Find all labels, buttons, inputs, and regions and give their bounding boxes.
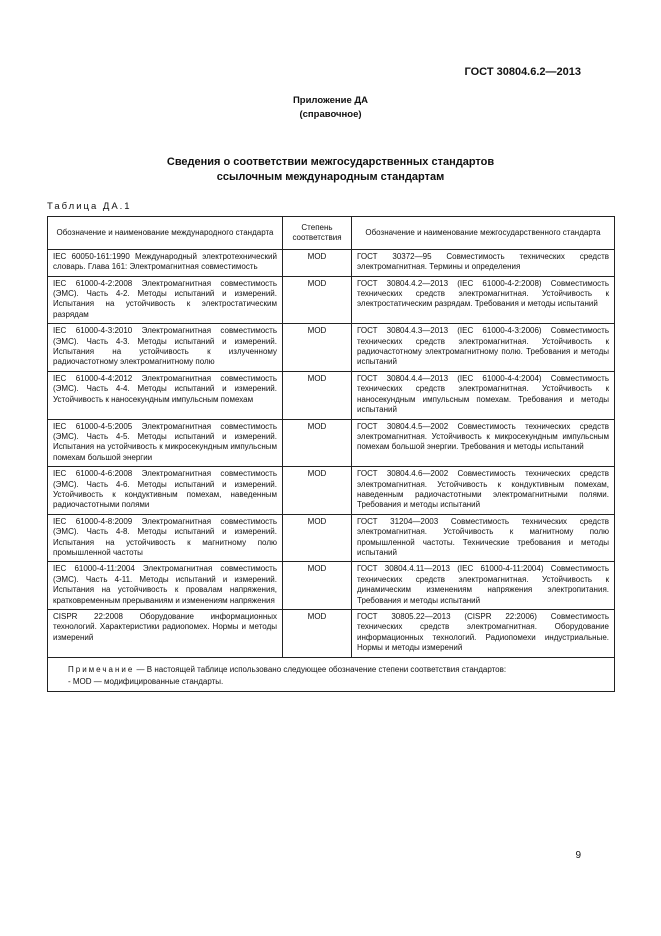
international-standard-cell: IEC 61000-4-11:2004 Электромагнитная совместимость (ЭМС). Часть 4-11. Методы испытаний и измерений. Испытания на устойчивость к провалам напряжения, кратковременным прерываниям и изменениям напряжения bbox=[48, 562, 283, 610]
international-standard-cell: IEC 61000-4-2:2008 Электромагнитная совместимость (ЭМС). Часть 4-2. Методы испытаний и измерений. Испытания на устойчивость к электростатическим разрядам bbox=[48, 276, 283, 324]
international-standard-cell: IEC 61000-4-8:2009 Электромагнитная совместимость (ЭМС). Часть 4-8. Методы испытаний и измерений. Испытания на устойчивость к магнитному полю промышленной частоты bbox=[48, 514, 283, 562]
table-row bbox=[48, 419, 615, 467]
degree-cell: MOD bbox=[283, 324, 352, 372]
degree-cell: MOD bbox=[283, 562, 352, 610]
header-national: Обозначение и наименование межгосударственного стандарта bbox=[352, 217, 615, 250]
degree-cell: MOD bbox=[283, 371, 352, 419]
note-row bbox=[48, 657, 615, 692]
international-standard-cell: IEC 61000-4-5:2005 Электромагнитная совместимость (ЭМС). Часть 4-5. Методы испытаний и измерений. Испытания на устойчивость к микросекундным импульсным помехам большой энергии bbox=[48, 419, 283, 467]
degree-cell: MOD bbox=[283, 276, 352, 324]
table-header-row bbox=[48, 217, 615, 250]
standards-table bbox=[47, 216, 615, 692]
international-standard-cell: IEC 61000-4-4:2012 Электромагнитная совместимость (ЭМС). Часть 4-4. Методы испытаний и измерений. Устойчивость к наносекундным импульсным помехам bbox=[48, 371, 283, 419]
main-title-line2: ссылочным международным стандартам bbox=[216, 171, 445, 183]
table-caption: Таблица ДА.1 bbox=[47, 201, 132, 212]
header-international: Обозначение и наименование международного стандарта bbox=[48, 217, 283, 250]
national-standard-cell: ГОСТ 30804.4.2—2013 (IEC 61000-4-2:2008) Совместимость технических средств электромагнитная. Устойчивость к электростатическим разрядам. Требования и методы испытаний bbox=[352, 276, 615, 324]
degree-cell: MOD bbox=[283, 419, 352, 467]
page-number: 9 bbox=[575, 850, 581, 861]
table-row bbox=[48, 276, 615, 324]
international-standard-cell: IEC 61000-4-6:2008 Электромагнитная совместимость (ЭМС). Часть 4-6. Методы испытаний и измерений. Устойчивость к кондуктивным помехам, наведенным радиочастотными полями bbox=[48, 467, 283, 515]
appendix-heading bbox=[0, 94, 661, 122]
national-standard-cell: ГОСТ 30804.4.3—2013 (IEC 61000-4-3:2006) Совместимость технических средств электромагнитная. Устойчивость к радиочастотному электромагнитному полю. Требования и методы испытаний bbox=[352, 324, 615, 372]
international-standard-cell: IEC 60050-161:1990 Международный электротехнический словарь. Глава 161: Электромагнитная совместимость bbox=[48, 249, 283, 276]
note-text: — В настоящей таблице использовано следующее обозначение степени соответствия стандартов: bbox=[136, 664, 507, 674]
degree-cell: MOD bbox=[283, 249, 352, 276]
national-standard-cell: ГОСТ 30804.4.4—2013 (IEC 61000-4-4:2004) Совместимость технических средств электромагнитная. Устойчивость к наносекундным импульсным помехам. Требования и методы испытаний bbox=[352, 371, 615, 419]
degree-cell: MOD bbox=[283, 514, 352, 562]
main-title-line1: Сведения о соответствии межгосударственных стандартов bbox=[166, 156, 495, 168]
note-label: Примечание bbox=[68, 664, 135, 674]
table-row bbox=[48, 467, 615, 515]
degree-cell: MOD bbox=[283, 610, 352, 658]
degree-cell: MOD bbox=[283, 467, 352, 515]
international-standard-cell: IEC 61000-4-3:2010 Электромагнитная совместимость (ЭМС). Часть 4-3. Методы испытаний и измерений. Испытания на устойчивость к излученному радиочастотному электромагнитному полю bbox=[48, 324, 283, 372]
header-degree: Степень соответствия bbox=[283, 217, 352, 250]
national-standard-cell: ГОСТ 30804.4.5—2002 Совместимость технических средств электромагнитная. Устойчивость к микросекундным импульсным помехам большой энергии. Требования и методы испытаний bbox=[352, 419, 615, 467]
table-row bbox=[48, 562, 615, 610]
table-row bbox=[48, 514, 615, 562]
table-row bbox=[48, 610, 615, 658]
table-row bbox=[48, 249, 615, 276]
appendix-subtitle: (справочное) bbox=[299, 109, 362, 120]
national-standard-cell: ГОСТ 30804.4.11—2013 (IEC 61000-4-11:2004) Совместимость технических средств электромагнитная. Устойчивость к динамическим изменениям напряжения электропитания. Требования и методы испытаний bbox=[352, 562, 615, 610]
table-row bbox=[48, 371, 615, 419]
main-title bbox=[0, 155, 661, 185]
note-item: - MOD — модифицированные стандарты. bbox=[68, 677, 224, 687]
appendix-title: Приложение ДА bbox=[292, 95, 369, 106]
national-standard-cell: ГОСТ 30372—95 Совместимость технических средств электромагнитная. Термины и определения bbox=[352, 249, 615, 276]
international-standard-cell: CISPR 22:2008 Оборудование информационных технологий. Характеристики радиопомех. Нормы и методы измерений bbox=[48, 610, 283, 658]
document-code: ГОСТ 30804.6.2—2013 bbox=[464, 66, 581, 78]
national-standard-cell: ГОСТ 30804.4.6—2002 Совместимость технических средств электромагнитная. Устойчивость к кондуктивным помехам, наведенным радиочастотными электромагнитными полями. Требования и методы испытаний bbox=[352, 467, 615, 515]
national-standard-cell: ГОСТ 30805.22—2013 (CISPR 22:2006) Совместимость технических средств электромагнитная. Оборудование информационных технологий. Радиопомехи индустриальные. Нормы и методы измерений bbox=[352, 610, 615, 658]
table-note bbox=[48, 657, 615, 692]
table-row bbox=[48, 324, 615, 372]
national-standard-cell: ГОСТ 31204—2003 Совместимость технических средств электромагнитная. Устойчивость к магнитному полю промышленной частоты. Технические требования и методы испытаний bbox=[352, 514, 615, 562]
